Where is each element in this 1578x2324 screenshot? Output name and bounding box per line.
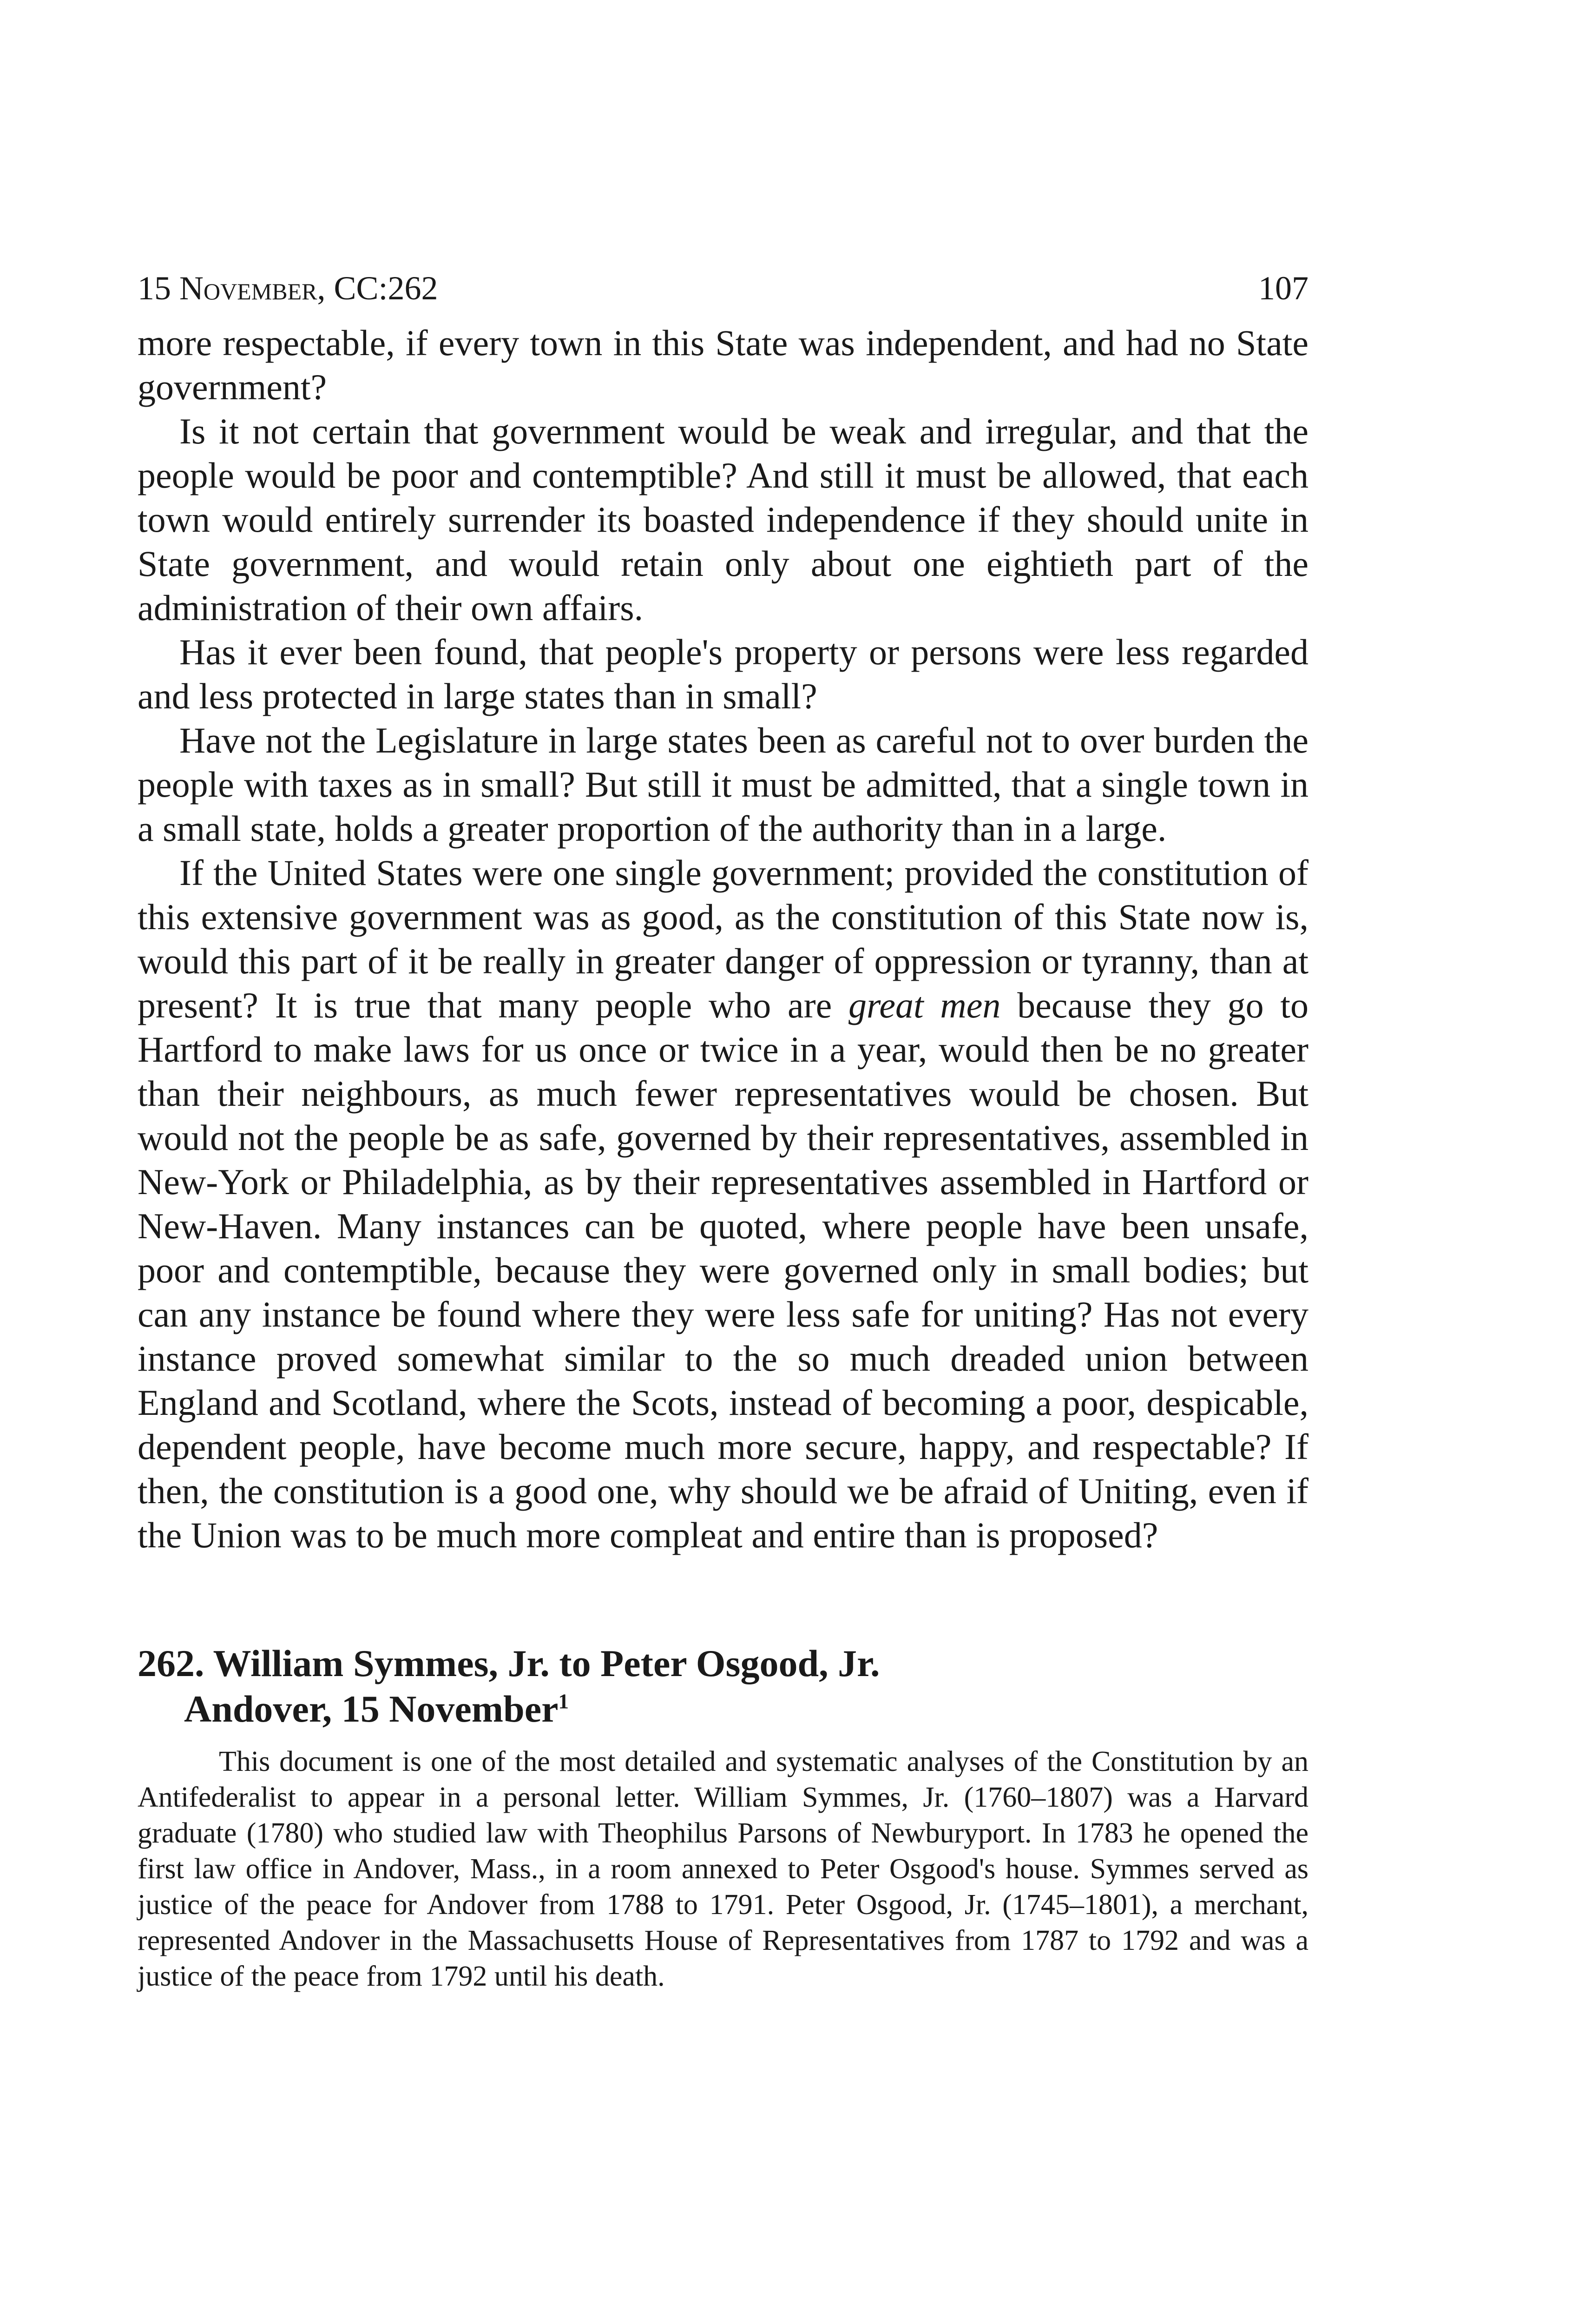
running-head — [138, 260, 1308, 316]
paragraph: Have not the Legislature in large states been as careful not to over burden the people with taxes as in small? But still it must be admitted, that a single town in a small state, holds a greater proportion of the authority than in a large. — [138, 720, 1308, 849]
headnote: This document is one of the most detailed and systematic analyses of the Constitution by an Antifederalist to appear in a personal letter. William Symmes, Jr. (1760–1807) was a Harvard graduate (1780) who studied law with Theophilus Parsons of Newburyport. In 1783 he opened the first law office in Andover, Mass., in a room annexed to Peter Osgood's house. Symmes served as justice of the peace for Andover from 1788 to 1791. Peter Osgood, Jr. (1745–1801), a merchant, represented Andover in the Massachusetts House of Representatives from 1787 to 1792 and was a justice of the peace from 1792 until his death. — [138, 1746, 1308, 1992]
paragraph: Has it ever been found, that people's property or persons were less regarded and less protected in large states than in small? — [138, 632, 1308, 716]
paragraph-continued: more respectable, if every town in this State was independent, and had no State government? — [138, 323, 1308, 407]
document-heading-title: 262. William Symmes, Jr. to Peter Osgood, Jr. — [138, 1642, 880, 1684]
running-head-month: November — [179, 270, 317, 307]
document-page — [138, 260, 1308, 2023]
body-text — [138, 321, 1308, 1557]
paragraph: If the United States were one single government; provided the constitution of this extensive government was as good, as the constitution of this State now is, would this part of it be really in greater danger of oppression or tyranny, than at present? It is true that many people who are great men because they go to Hartford to make laws for us once or twice in a year, would then be no greater than their neighbours, as much fewer representatives would be chosen. But would not the people be as safe, governed by their representatives, assembled in New-York or Philadelphia, as by their representatives assembled in Hartford or New-Haven. Many instances can be quoted, where people have been unsafe, poor and contemptible, because they were governed only in small bodies; but can any instance be found where they were less safe for uniting? Has not every instance proved somewhat similar to the so much dreaded union between England and Scotland, where the Scots, instead of becoming a poor, despicable, dependent people, have become much more secure, happy, and respectable? If then, the constitution is a good one, why should we be afraid of Uniting, even if the Union was to be much more compleat and entire than is proposed? — [138, 852, 1309, 1555]
document-heading-place-date: Andover, 15 November$^1$ — [184, 1688, 569, 1730]
document-heading — [138, 1641, 1308, 1732]
running-head-date-citation: 15 November, CC:262 — [138, 270, 438, 307]
italic-phrase: great men — [848, 985, 1001, 1025]
paragraph: Is it not certain that government would be weak and irregular, and that the people would be poor and contemptible? And still it must be allowed, that each town would entirely surrender its boasted independence if they should unite in State government, and would retain only about one eightieth part of the administration of their own affairs. — [138, 411, 1308, 628]
footnote-marker[interactable]: 1 — [558, 1690, 569, 1713]
page-number: 107 — [1258, 270, 1308, 307]
